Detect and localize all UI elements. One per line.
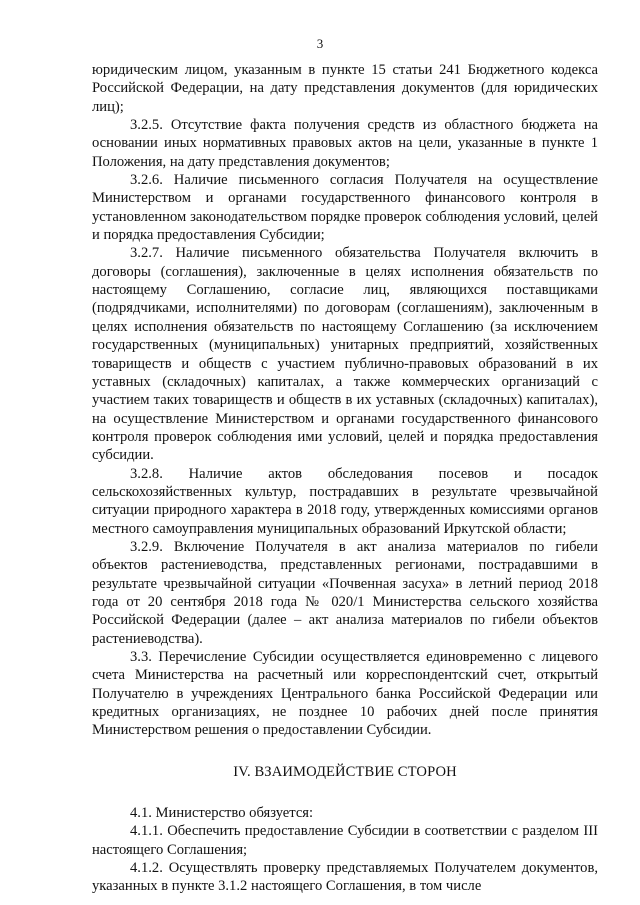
paragraph-3-2-8: 3.2.8. Наличие актов обследования посевов и посадок сельскохозяйственных культур, пострадавших в результате чрезвычайной ситуации природного характера в 2018 году, утвержденных комиссиями органов местного самоуправления муниципальных образований Иркутской области; <box>92 465 598 537</box>
paragraph-3-2-5: 3.2.5. Отсутствие факта получения средств из областного бюджета на основании иных нормативных правовых актов на цели, указанные в пункте 1 Положения, на дату представления документов; <box>92 117 598 170</box>
section-heading: IV. ВЗАИМОДЕЙСТВИЕ СТОРОН <box>233 763 457 780</box>
paragraph-continuation: юридическим лицом, указанным в пункте 15 статьи 241 Бюджетного кодекса Российской Федерации, на дату представления документов (для юридических лиц); <box>92 62 598 115</box>
paragraph-3-2-6: 3.2.6. Наличие письменного согласия Получателя на осуществление Министерством и органами государственного финансового контроля в установленном законодательством порядке проверок соблюдения условий, целей и порядка предоставления Субсидии; <box>92 172 598 244</box>
paragraph-4-1-2: 4.1.2. Осуществлять проверку представляемых Получателем документов, указанных в пункте 3.1.2 настоящего Соглашения, в том числе <box>92 860 598 895</box>
page-number: 3 <box>316 36 324 51</box>
document-body <box>92 61 598 896</box>
paragraph-3-3: 3.3. Перечисление Субсидии осуществляется единовременно с лицевого счета Министерства на расчетный или корреспондентский счет, открытый Получателю в учреждениях Центрального банка Российской Федерации или кредитных организациях, не позднее 10 рабочих дней после принятия Министерством решения о предоставлении Субсидии. <box>92 649 598 739</box>
paragraph-3-2-7: 3.2.7. Наличие письменного обязательства Получателя включить в договоры (соглашения), заключенные в целях исполнения обязательств по настоящему Соглашению, согласие лиц, являющихся поставщиками (подрядчиками, исполнителями) по договорам (соглашениям), заключенным в целях исполнения обязательств по настоящему Соглашению (за исключением государственных (муниципальных) унитарных предприятий, хозяйственных товариществ и обществ с участием публично-правовых образований в их уставных (складочных) капиталах, а также коммерческих организаций с участием таких товариществ и обществ в их уставных (складочных) капиталах), на осуществление Министерством и органами государственного финансового контроля проверок соблюдения ими условий, целей и порядка предоставления субсидии. <box>92 245 598 464</box>
paragraph-4-1-1: 4.1.1. Обеспечить предоставление Субсидии в соответствии с разделом III настоящего Соглашения; <box>92 823 598 858</box>
paragraph-4-1: 4.1. Министерство обязуется: <box>130 805 314 822</box>
paragraph-3-2-9: 3.2.9. Включение Получателя в акт анализа материалов по гибели объектов растениеводства, представленных регионами, пострадавшими в результате чрезвычайной ситуации «Почвенная засуха» в летний период 2018 года от 20 сентября 2018 года № 020/1 Министерства сельского хозяйства Российской Федерации (далее – акт анализа материалов по гибели объектов растениеводства). <box>92 538 598 647</box>
